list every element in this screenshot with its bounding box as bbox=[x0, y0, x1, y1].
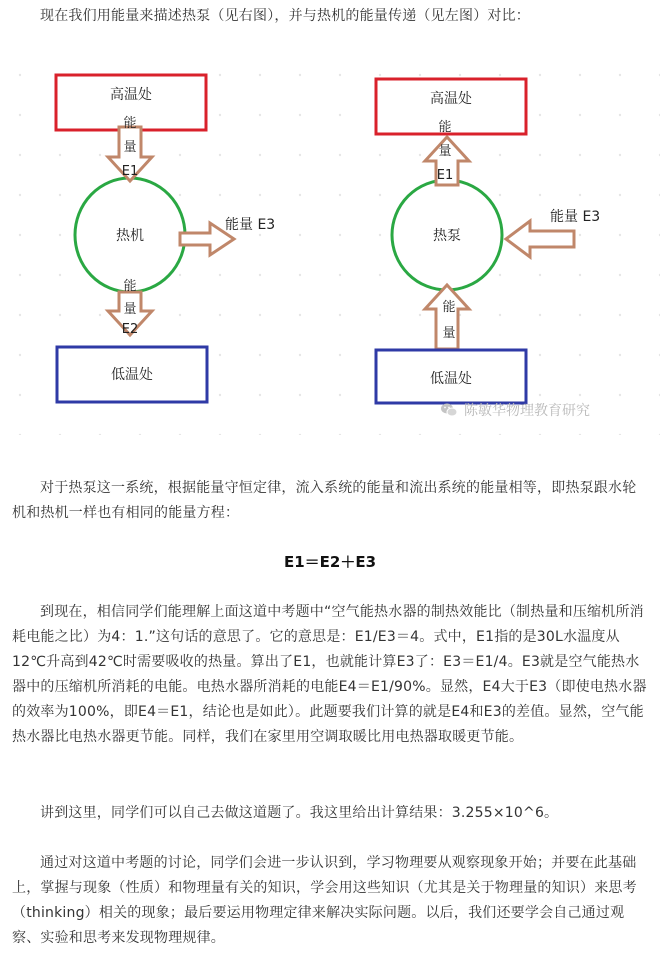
wechat-icon bbox=[440, 402, 458, 418]
arrow-label-char: 能 bbox=[442, 300, 456, 315]
cold-reservoir-label: 低温处 bbox=[430, 371, 472, 387]
heat-engine-heat-pump-diagram bbox=[0, 55, 660, 435]
paragraph-4: 通过对这道中考题的讨论，同学们会进一步认识到，学习物理要从观察现象开始；并要在此基础上，掌握与现象（性质）和物理量有关的知识，学会用这些知识（尤其是关于物理量的知识）来思考（thinking）相关的现象；最后要运用物理定律来解决实际问题。以后，我们还要学会自己通过观察、实验和思考来发现物理规律。 bbox=[12, 855, 637, 946]
hot-reservoir-label: 高温处 bbox=[430, 91, 472, 107]
arrow-label-char: 能 bbox=[123, 116, 137, 131]
arrow-label-char: 能 bbox=[123, 279, 137, 294]
arrow-label-char: 量 bbox=[123, 140, 137, 155]
arrow-label-char: 能 bbox=[438, 120, 452, 135]
side-arrow-label: 能量 E3 bbox=[550, 209, 601, 225]
arrow-label-e2: E2 bbox=[121, 322, 139, 337]
watermark-text: 陈敏华物理教育研究 bbox=[464, 403, 590, 419]
arrow-label-e1: E1 bbox=[436, 168, 454, 183]
engine-label: 热机 bbox=[116, 228, 144, 244]
energy-equation: E1＝E2＋E3 bbox=[283, 553, 377, 571]
paragraph-3: 讲到这里，同学们可以自己去做这道题了。我这里给出计算结果：3.255×10^6。 bbox=[40, 805, 559, 821]
arrow-label-char: 量 bbox=[438, 144, 452, 159]
arrow-label-char: 量 bbox=[442, 326, 456, 341]
pump-label: 热泵 bbox=[433, 228, 461, 244]
arrow-label-char: 量 bbox=[123, 302, 137, 317]
side-arrow-label: 能量 E3 bbox=[225, 217, 276, 233]
watermark bbox=[440, 400, 590, 420]
intro-paragraph: 现在我们用能量来描述热泵（见右图），并与热机的能量传递（见左图）对比： bbox=[40, 8, 530, 24]
hot-reservoir-label: 高温处 bbox=[110, 87, 152, 103]
cold-reservoir-label: 低温处 bbox=[111, 367, 153, 383]
paragraph-1: 对于热泵这一系统，根据能量守恒定律，流入系统的能量和流出系统的能量相等，即热泵跟水轮机和热机一样也有相同的能量方程： bbox=[12, 480, 637, 521]
arrow-label-e1: E1 bbox=[121, 164, 139, 179]
paragraph-2: 到现在，相信同学们能理解上面这道中考题中“空气能热水器的制热效能比（制热量和压缩机所消耗电能之比）为4：1.”这句话的意思了。它的意思是：E1/E3＝4。式中，E1指的是30L水温度从12℃升高到42℃时需要吸收的热量。算出了E1，也就能计算E3了：E3＝E1/4。E3就是空气能热水器中的压缩机所消耗的电能。电热水器所消耗的电能E4＝E1/90%。显然，E4大于E3（即使电热水器的效率为100%，即E4＝E1，结论也是如此）。此题要我们计算的就是E4和E3的差值。显然，空气能热水器比电热水器更节能。同样，我们在家里用空调取暖比用电热器取暖更节能。 bbox=[12, 604, 647, 745]
